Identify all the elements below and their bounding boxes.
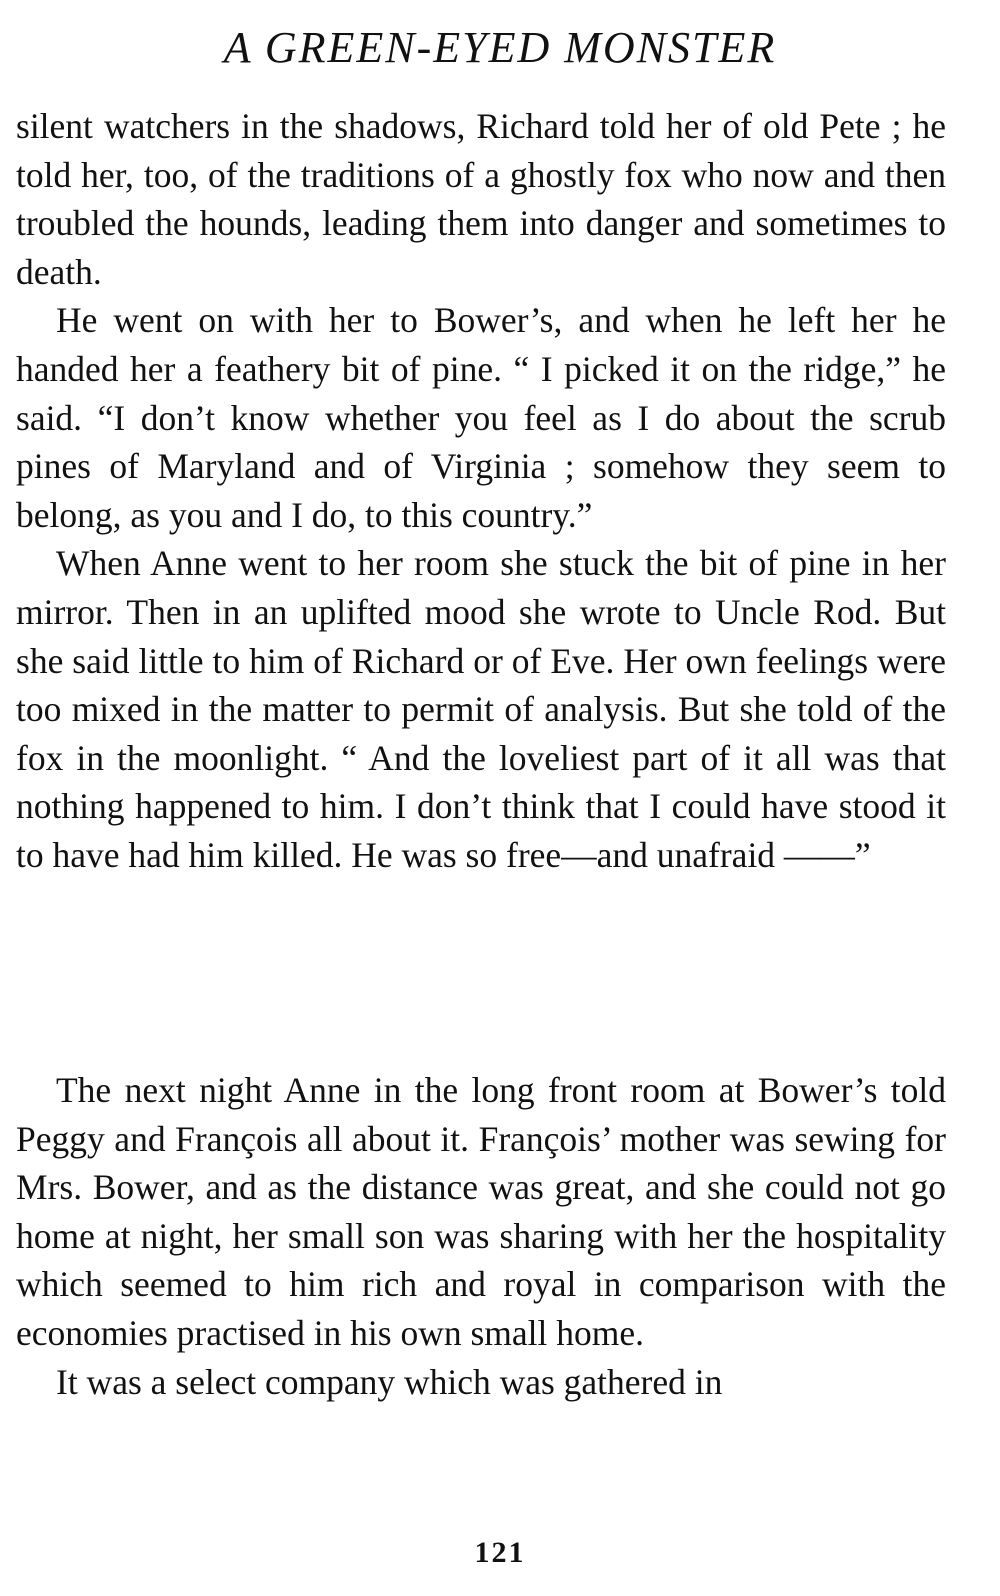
running-head: A GREEN-EYED MONSTER: [223, 23, 777, 72]
paragraph: The next night Anne in the long front room at Bower’s told Peggy and François all about it. François’ mother was sewing for Mrs. Bower, and as the distance was great, and she could not go home at night, her small son was sharing with her the hospitality which seemed to him rich and royal in comparison with the economies practised in his own small home.: [16, 1070, 946, 1353]
paragraph: He went on with her to Bower’s, and when he left her he handed her a feathery bit of pine. “ I picked it on the ridge,” he said. “I don’t know whether you feel as I do about the scrub pines of Maryland and of Virginia ; somehow they seem to belong, as you and I do, to this country.”: [16, 300, 946, 535]
paragraph: It was a select company which was gathered in: [56, 1361, 723, 1402]
paragraph: When Anne went to her room she stuck the bit of pine in her mirror. Then in an uplifted mood she wrote to Uncle Rod. But she said little to him of Richard or of Eve. Her own feelings were too mixed in the matter to permit of analysis. But she told of the fox in the moonlight. “ And the loveliest part of it all was that nothing happened to him. I don’t think that I could have stood it to have had him killed. He was so free—and unafraid ——”: [16, 543, 946, 875]
page-number: 121: [474, 1536, 526, 1569]
text-section-2: [16, 1066, 946, 1406]
text-section-1: [16, 102, 946, 880]
paragraph-continued: silent watchers in the shadows, Richard told her of old Pete ; he told her, too, of the traditions of a ghostly fox who now and then troubled the hounds, leading them into danger and sometimes to death.: [16, 106, 946, 292]
